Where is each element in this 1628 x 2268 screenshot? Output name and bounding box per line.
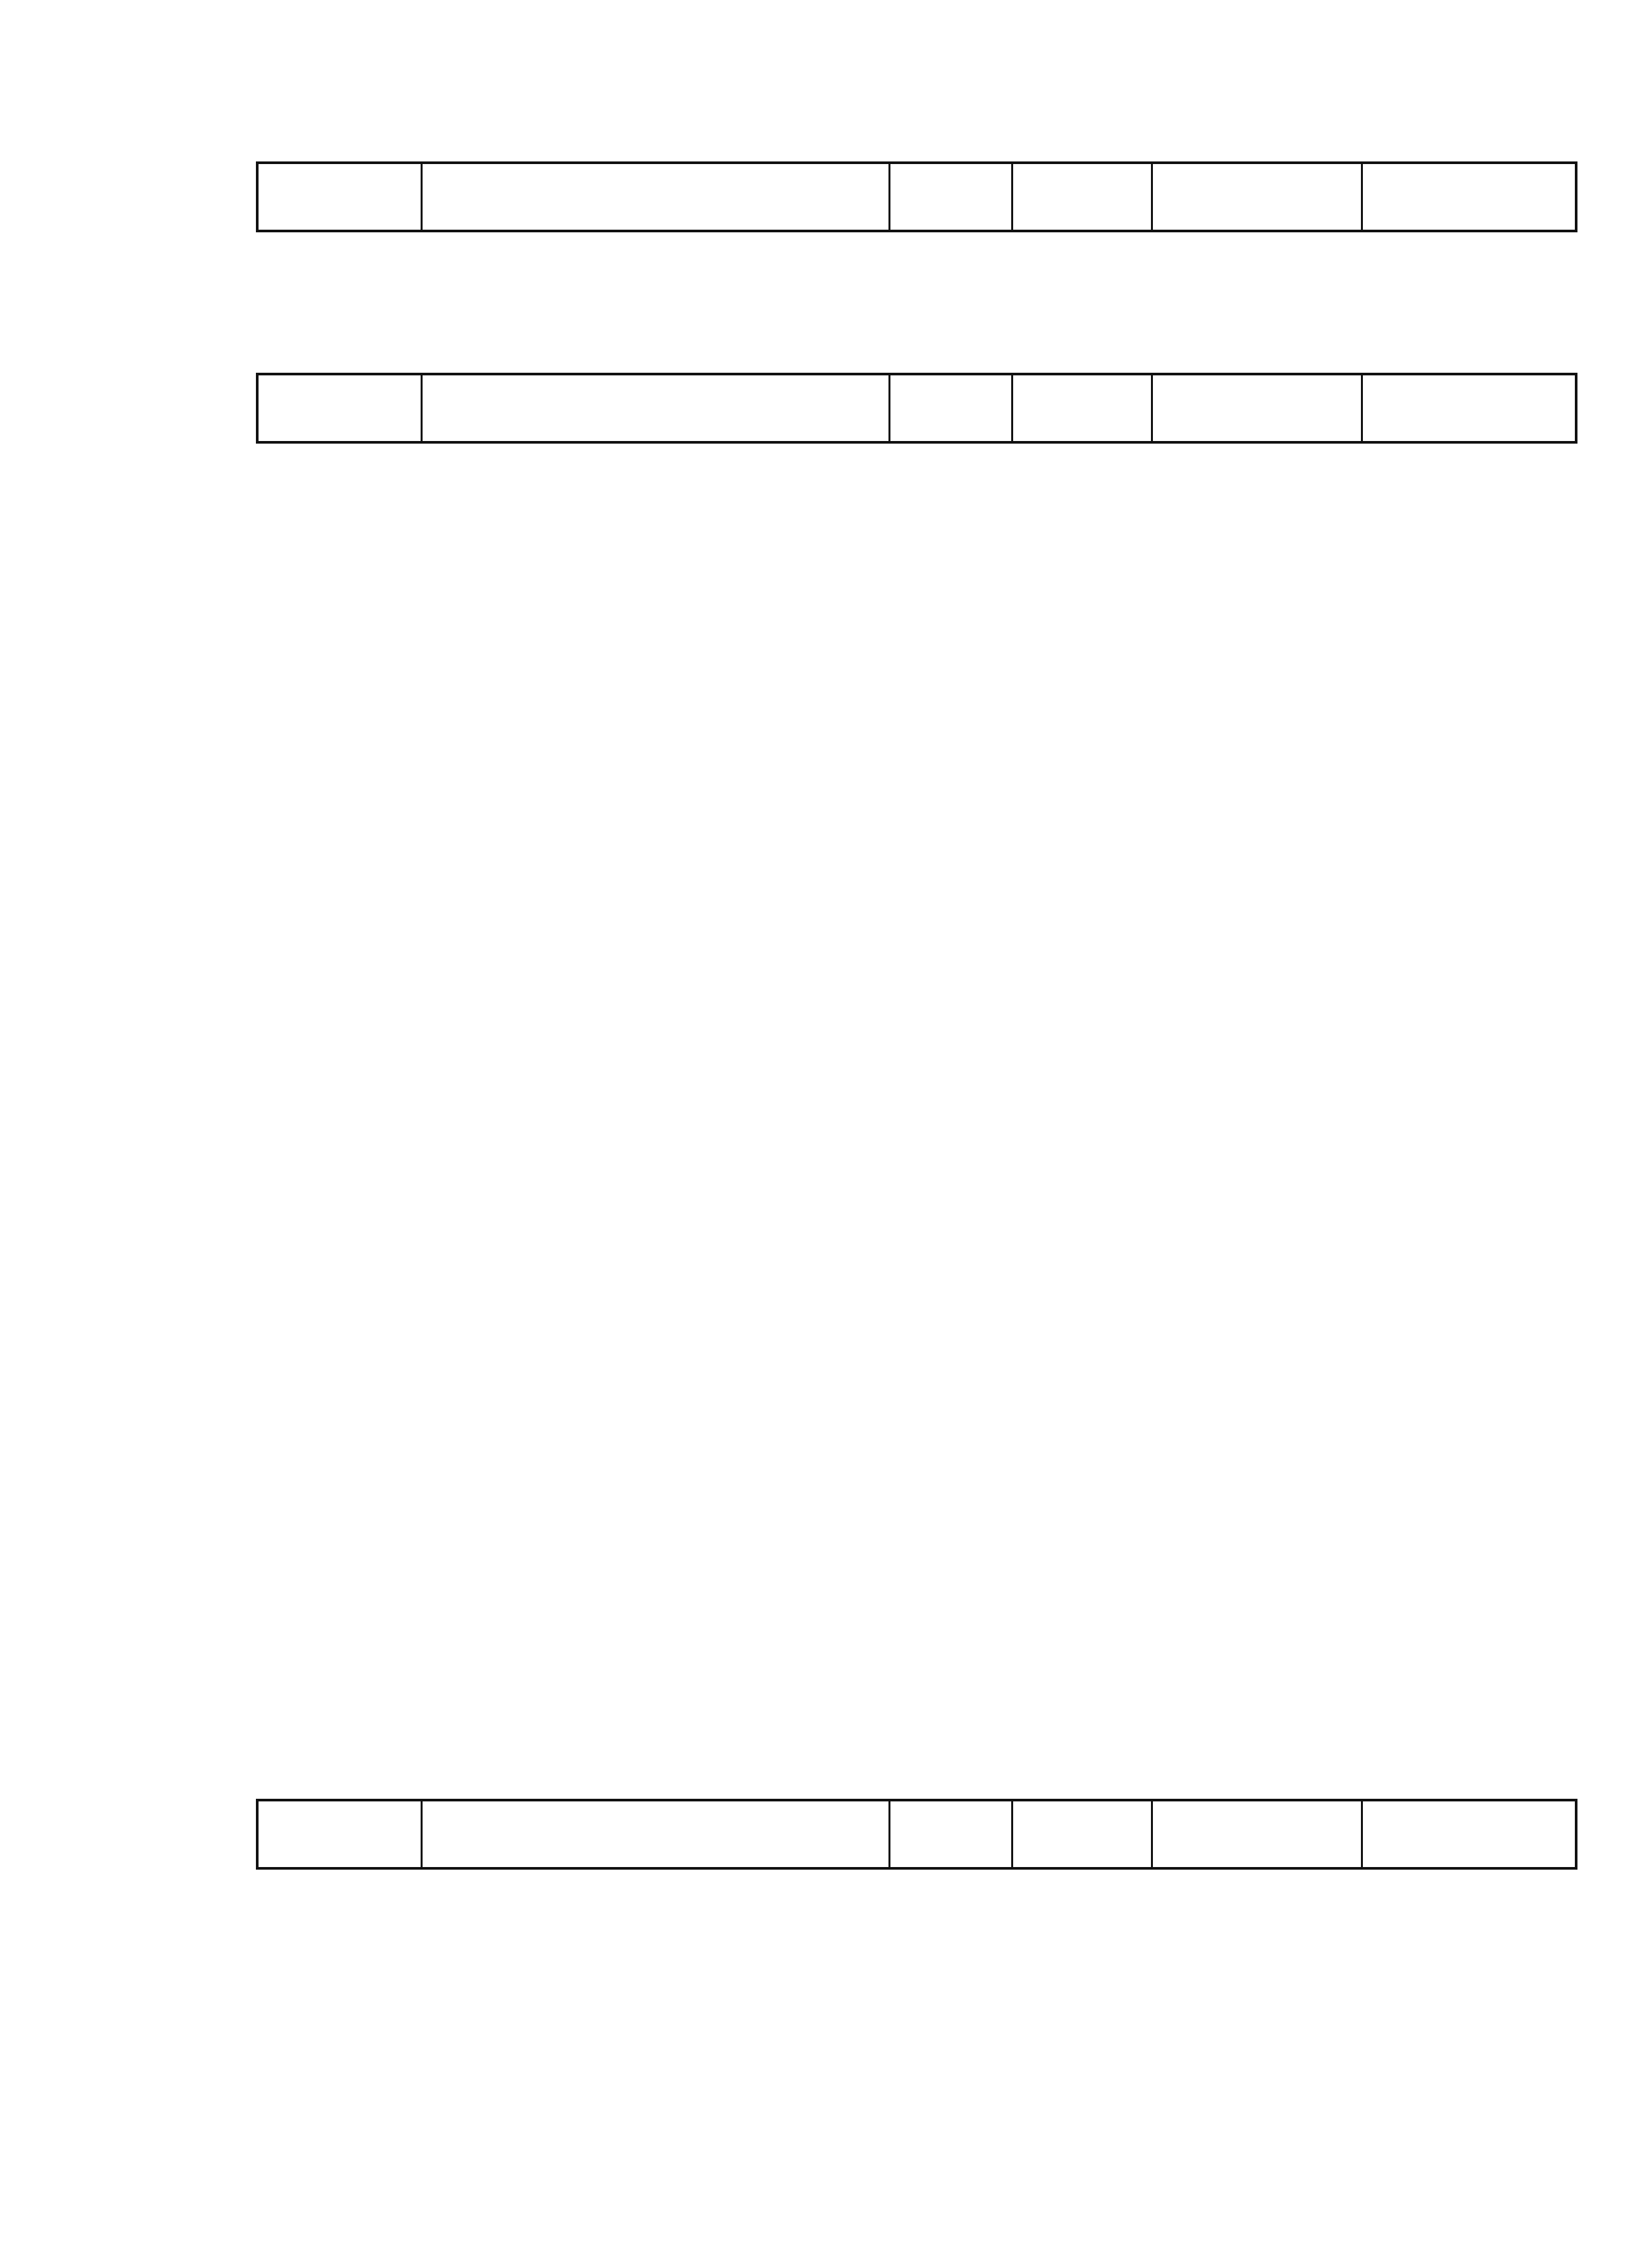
col-a-header [1152, 1800, 1362, 1868]
table-2-block [256, 369, 1575, 444]
col-code-header [257, 1800, 421, 1868]
col-code-header [257, 163, 421, 231]
col-b-header [1362, 374, 1576, 442]
col-b-header [1362, 1800, 1576, 1868]
table-3 [256, 1799, 1577, 1870]
col-a-header [1152, 163, 1362, 231]
col-price-header [1012, 1800, 1152, 1868]
col-price-header [1012, 163, 1152, 231]
table-3-block [256, 1795, 1575, 1870]
col-name-header [421, 163, 889, 231]
col-a-header [1152, 374, 1362, 442]
col-name-header [421, 1800, 889, 1868]
table-1-block [256, 158, 1575, 232]
table-1-header-row [257, 163, 1576, 231]
table-3-header-row [257, 1800, 1576, 1868]
col-unit-header [889, 374, 1012, 442]
col-price-header [1012, 374, 1152, 442]
table-1 [256, 161, 1577, 232]
col-unit-header [889, 163, 1012, 231]
col-unit-header [889, 1800, 1012, 1868]
col-name-header [421, 374, 889, 442]
col-b-header [1362, 163, 1576, 231]
col-code-header [257, 374, 421, 442]
table-2 [256, 373, 1577, 444]
table-2-header-row [257, 374, 1576, 442]
